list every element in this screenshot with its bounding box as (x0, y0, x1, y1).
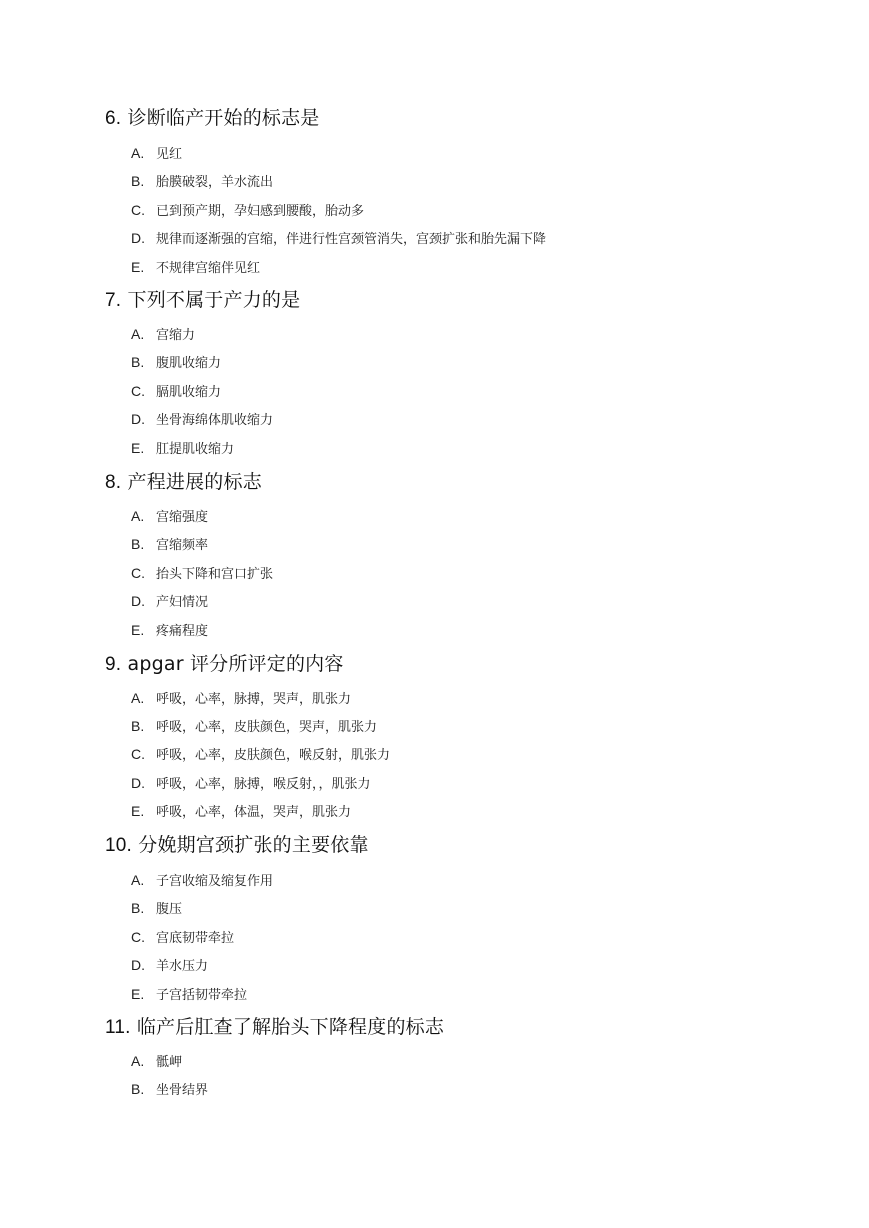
option-a (131, 1051, 182, 1071)
option-letter: B. (131, 536, 145, 552)
option-letter: E. (131, 803, 145, 819)
option-letter: B. (131, 173, 145, 189)
option-text: 子宫收缩及缩复作用 (156, 874, 274, 889)
option-letter: A. (131, 508, 145, 524)
option-letter: C. (131, 929, 145, 945)
option-c (131, 927, 234, 947)
question-title (105, 288, 845, 312)
option-letter: D. (131, 957, 145, 973)
option-text: 宫缩频率 (156, 538, 209, 553)
option-letter: C. (131, 746, 145, 762)
option-b (131, 898, 182, 918)
question-number: 8. (105, 472, 122, 493)
question-text: 下列不属于产力的是 (127, 289, 301, 311)
question-number: 10. (105, 835, 133, 856)
option-letter: E. (131, 986, 145, 1002)
question-number: 7. (105, 290, 122, 311)
option-text: 呼吸，心率，脉搏，喉反射，，肌张力 (156, 777, 371, 792)
option-letter: A. (131, 1053, 145, 1069)
option-d (131, 955, 208, 975)
option-b (131, 352, 221, 372)
option-text: 抬头下降和宫口扩张 (156, 567, 274, 582)
option-letter: C. (131, 565, 145, 581)
question-number: 9. (105, 654, 122, 675)
option-letter: B. (131, 354, 145, 370)
option-text: 宫缩力 (156, 328, 196, 343)
option-d (131, 591, 208, 611)
option-text: 不规律宫缩伴见红 (156, 261, 261, 276)
option-text: 产妇情况 (156, 595, 209, 610)
option-text: 疼痛程度 (156, 624, 209, 639)
option-text: 腹肌收缩力 (156, 356, 222, 371)
option-b (131, 1079, 208, 1099)
question-text: 分娩期宫颈扩张的主要依靠 (138, 834, 369, 856)
option-letter: D. (131, 593, 145, 609)
option-b (131, 534, 208, 554)
option-c (131, 744, 390, 764)
option-letter: B. (131, 900, 145, 916)
option-text: 肛提肌收缩力 (156, 442, 235, 457)
question-title (105, 1015, 845, 1039)
question-6 (105, 106, 845, 276)
option-letter: C. (131, 383, 145, 399)
option-letter: E. (131, 622, 145, 638)
option-letter: E. (131, 440, 145, 456)
option-c (131, 200, 364, 220)
option-text: 胎膜破裂，羊水流出 (156, 175, 274, 190)
option-text: 见红 (156, 147, 183, 162)
option-letter: A. (131, 145, 145, 161)
question-title (105, 833, 845, 857)
question-text: 产程进展的标志 (127, 471, 262, 493)
question-text: apgar 评分所评定的内容 (127, 653, 344, 675)
option-letter: C. (131, 202, 145, 218)
option-letter: A. (131, 872, 145, 888)
question-number: 6. (105, 108, 122, 129)
option-e (131, 984, 247, 1004)
question-7 (105, 288, 845, 457)
question-title (105, 106, 845, 130)
question-title (105, 470, 845, 494)
question-number: 11. (105, 1017, 131, 1038)
option-letter: B. (131, 1081, 145, 1097)
question-11 (105, 1015, 845, 1098)
option-letter: E. (131, 259, 145, 275)
option-text: 呼吸，心率，皮肤颜色，哭声，肌张力 (156, 720, 378, 735)
option-letter: D. (131, 775, 145, 791)
option-letter: D. (131, 411, 145, 427)
option-text: 宫底韧带牵拉 (156, 931, 235, 946)
option-letter: D. (131, 230, 145, 246)
option-e (131, 438, 234, 458)
option-c (131, 381, 221, 401)
option-letter: B. (131, 718, 145, 734)
option-text: 规律而逐渐强的宫缩，伴进行性宫颈管消失，宫颈扩张和胎先漏下降 (156, 232, 547, 247)
option-text: 羊水压力 (156, 959, 209, 974)
option-d (131, 228, 546, 248)
option-text: 呼吸，心率，皮肤颜色，喉反射，肌张力 (156, 748, 391, 763)
question-8 (105, 470, 845, 639)
option-letter: A. (131, 326, 145, 342)
option-text: 坐骨结界 (156, 1083, 209, 1098)
option-e (131, 801, 351, 821)
option-text: 呼吸，心率，体温，哭声，肌张力 (156, 805, 352, 820)
question-text: 临产后肛查了解胎头下降程度的标志 (136, 1016, 445, 1038)
option-e (131, 257, 260, 277)
option-a (131, 324, 195, 344)
option-text: 呼吸，心率，脉搏，哭声，肌张力 (156, 692, 352, 707)
option-letter: A. (131, 690, 145, 706)
option-text: 腹压 (156, 902, 183, 917)
option-text: 宫缩强度 (156, 510, 209, 525)
option-text: 骶岬 (156, 1055, 183, 1070)
option-a (131, 870, 273, 890)
option-a (131, 506, 208, 526)
option-text: 膈肌收缩力 (156, 385, 222, 400)
option-e (131, 620, 208, 640)
option-text: 子宫括韧带牵拉 (156, 988, 248, 1003)
question-10 (105, 833, 845, 1003)
option-d (131, 773, 371, 793)
question-title (105, 652, 845, 676)
option-b (131, 171, 273, 191)
question-text: 诊断临产开始的标志是 (127, 107, 320, 129)
question-9 (105, 652, 845, 820)
option-text: 坐骨海绵体肌收缩力 (156, 413, 274, 428)
option-a (131, 688, 351, 708)
option-c (131, 563, 273, 583)
option-b (131, 716, 377, 736)
option-d (131, 409, 273, 429)
option-text: 已到预产期，孕妇感到腰酸，胎动多 (156, 204, 365, 219)
option-a (131, 143, 182, 163)
